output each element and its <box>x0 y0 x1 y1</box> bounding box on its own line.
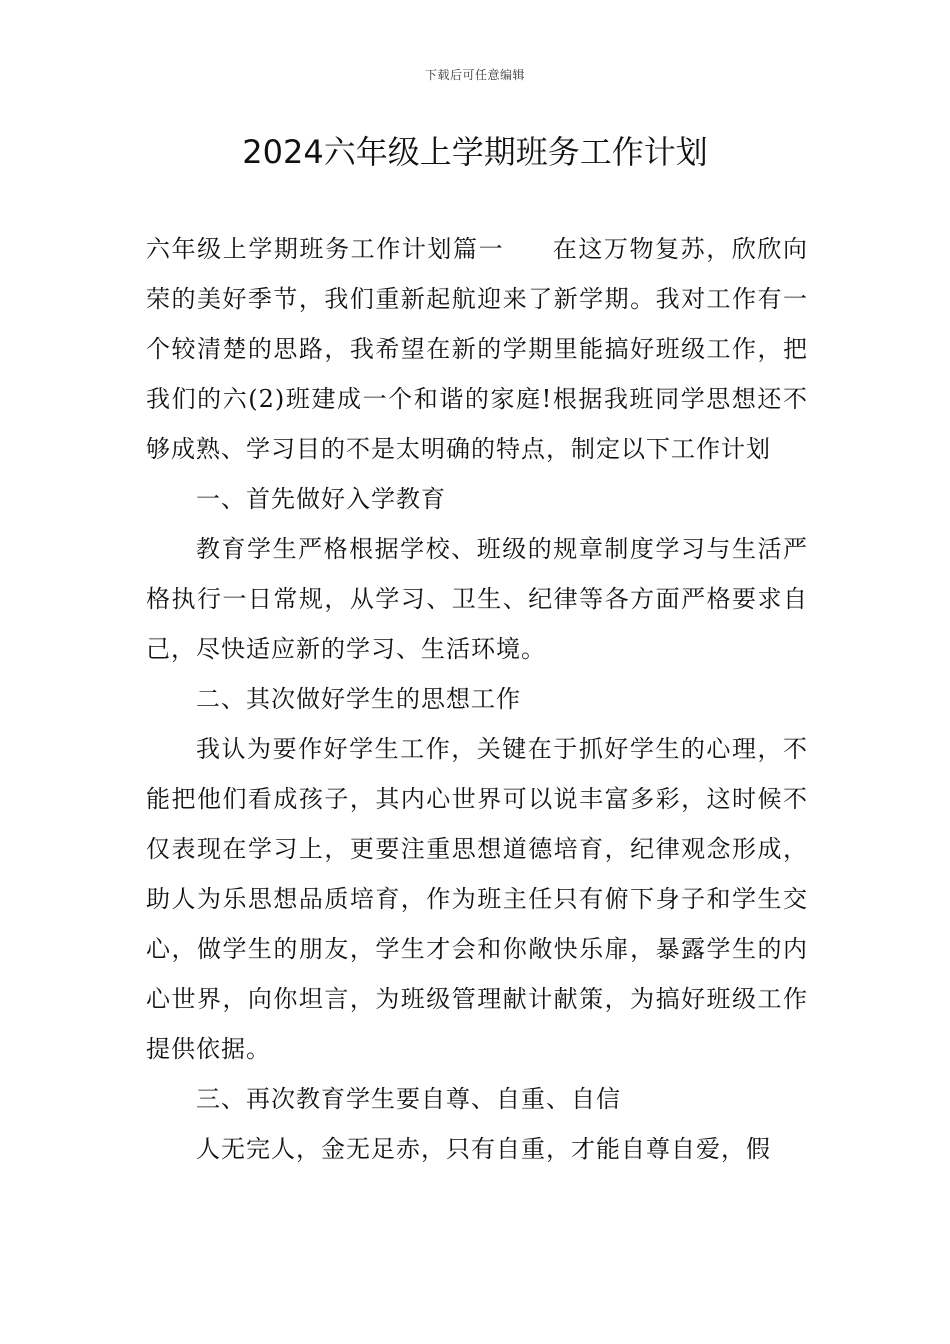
section-paragraph-1: 教育学生严格根据学校、班级的规章制度学习与生活严格执行一日常规，从学习、卫生、纪律等各方面严格要求自己，尽快适应新的学习、生活环境。 <box>146 535 808 663</box>
section-heading-1: 一、首先做好入学教育 <box>196 485 446 513</box>
document-title: 2024六年级上学期班务工作计划 <box>242 133 708 171</box>
intro-paragraph <box>146 224 808 474</box>
section-paragraph-2: 我认为要作好学生工作，关键在于抓好学生的心理，不能把他们看成孩子，其内心世界可以说丰富多彩，这时候不仅表现在学习上，更要注重思想道德培育，纪律观念形成，助人为乐思想品质培育，作为班主任只有俯下身子和学生交心，做学生的朋友，学生才会和你敞快乐扉，暴露学生的内心世界，向你坦言，为班级管理献计献策，为搞好班级工作提供依据。 <box>146 735 808 1063</box>
header-note: 下载后可任意编辑 <box>424 68 525 82</box>
section-heading-2: 二、其次做好学生的思想工作 <box>196 685 521 713</box>
document-body <box>146 224 808 1174</box>
section-paragraph-3: 人无完人，金无足赤，只有自重，才能自尊自爱，假 <box>196 1135 771 1163</box>
intro-text: 在这万物复苏，欣欣向荣的美好季节，我们重新起航迎来了新学期。我对工作有一个较清楚的思路，我希望在新的学期里能搞好班级工作，把我们的六(2)班建成一个和谐的家庭!根据我班同学思想还不够成熟、学习目的不是太明确的特点，制定以下工作计划 <box>146 235 809 463</box>
intro-lead: 六年级上学期班务工作计划篇一 <box>146 235 505 263</box>
section-heading-3: 三、再次教育学生要自尊、自重、自信 <box>196 1085 621 1113</box>
